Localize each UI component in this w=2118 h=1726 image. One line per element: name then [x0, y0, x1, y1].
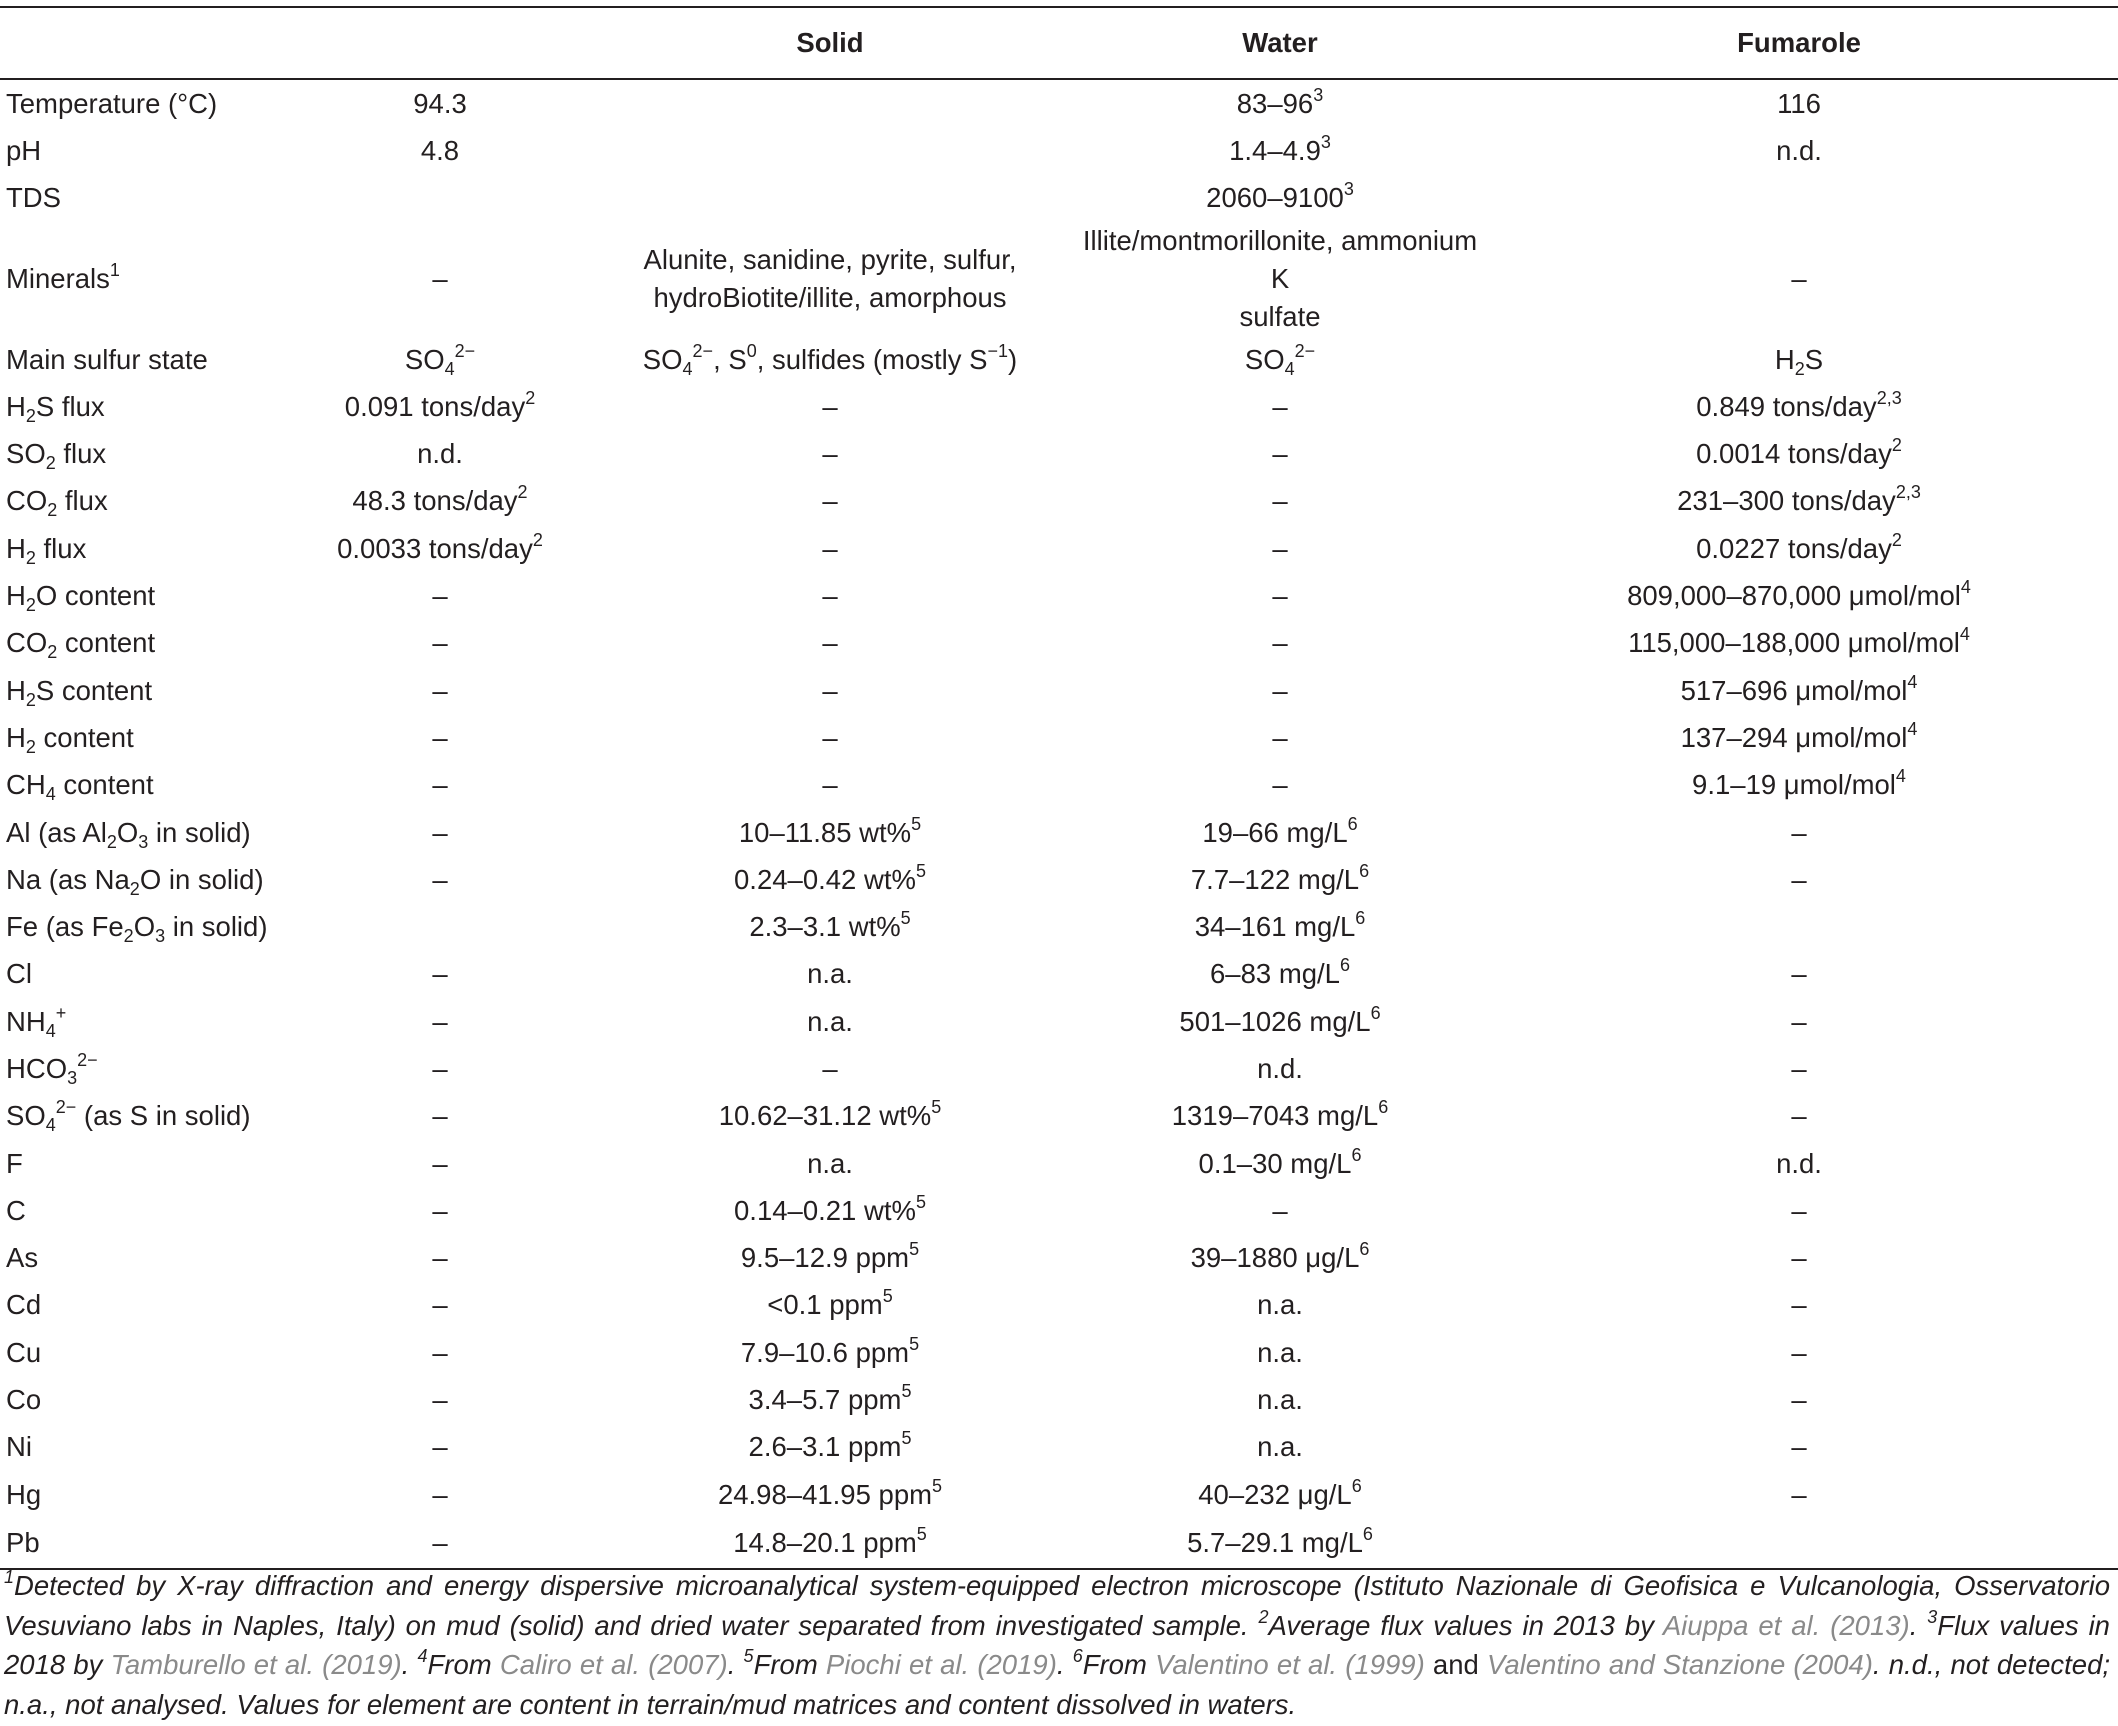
footnote-text: Average flux values in 2013 by	[1268, 1609, 1663, 1641]
row-label: Temperature (°C)	[6, 87, 218, 119]
cell-fumarole: –	[1791, 1005, 1807, 1037]
cell-water: n.a.	[1257, 1336, 1303, 1368]
cell-solid: 9.5–12.9 ppm$^5$	[740, 1239, 920, 1274]
cell-water: 7.7–122 $mg/L^6$	[1190, 860, 1370, 895]
cell-water: 39–1880 $\mu g/L^6$	[1190, 1239, 1370, 1274]
row-label: $HCO_3^{2-}$	[6, 1049, 98, 1088]
cell-solid: n.a.	[807, 958, 853, 990]
cell-solid: –	[822, 485, 838, 517]
footnote-marker: 5	[743, 1646, 754, 1666]
cell-col1	[300, 175, 580, 222]
cell-fumarole: –	[1791, 1100, 1807, 1132]
footnote-marker: 3	[1927, 1606, 1938, 1627]
table-row	[0, 667, 2118, 714]
cell-water: –	[1272, 627, 1288, 659]
row-label: Pb	[6, 1527, 40, 1559]
cell-fumarole: 9.1–19 μmol/mol$^4$	[1692, 766, 1906, 801]
cell-fumarole: –	[1791, 1242, 1807, 1274]
cell-col1: –	[432, 580, 448, 612]
cell-solid: 24.98–41.95 ppm$^5$	[717, 1475, 943, 1510]
footnote-text: From	[427, 1649, 500, 1680]
cell-water: –	[1272, 580, 1288, 612]
table-row	[0, 1471, 2118, 1518]
table-row	[0, 620, 2118, 667]
cell-col1: 0.0033 tons/day$^2$	[337, 529, 543, 564]
cell-col1: 0.091 tons/day$^2$	[344, 387, 536, 422]
cell-water: 5.7–29.1 $mg/L^6$	[1187, 1524, 1373, 1559]
table-row	[0, 175, 2118, 222]
header-row	[0, 7, 2118, 79]
cell-fumarole: –	[1791, 1384, 1807, 1416]
cell-water: 501–1026 $mg/L^6$	[1179, 1002, 1381, 1037]
cell-water: 6–83 $mg/L^6$	[1210, 955, 1350, 990]
cell-col1: –	[432, 1527, 448, 1559]
footnote-text: .	[1056, 1649, 1073, 1680]
table-row	[0, 572, 2118, 619]
row-label: As	[6, 1242, 39, 1274]
cell-solid: <0.1 ppm$^5$	[767, 1286, 893, 1321]
cell-col1: –	[432, 721, 448, 753]
reference-link[interactable]: Valentino et al. (1999)	[1155, 1649, 1425, 1680]
cell-fumarole: n.d.	[1776, 134, 1822, 166]
cell-col1: –	[432, 1147, 448, 1179]
row-label: F	[6, 1147, 23, 1179]
row-label: $CO_2$ flux	[6, 485, 108, 521]
reference-link[interactable]: Aiuppa et al. (2013)	[1662, 1609, 1910, 1641]
cell-solid: 10.62–31.12 wt%$^5$	[718, 1097, 942, 1132]
table-row	[0, 1424, 2118, 1471]
reference-link[interactable]: Valentino and Stanzione (2004)	[1487, 1649, 1873, 1680]
table-row	[0, 1235, 2118, 1282]
row-label: $H_2O$ content	[6, 580, 156, 616]
cell-fumarole: –	[1791, 816, 1807, 848]
cell-water: 1319–7043 $mg/L^6$	[1171, 1097, 1389, 1132]
cell-fumarole: –	[1791, 262, 1807, 294]
row-label: Fe (as $Fe_2O_3$ in solid)	[6, 911, 268, 947]
cell-col1: –	[432, 627, 448, 659]
cell-col1: –	[432, 1431, 448, 1463]
row-label: Hg	[6, 1478, 42, 1510]
cell-col1: –	[432, 1005, 448, 1037]
cell-water: –	[1272, 485, 1288, 517]
reference-link[interactable]: Piochi et al. (2019)	[825, 1649, 1057, 1680]
row-label: $H_2S$ flux	[6, 390, 105, 426]
table-row	[0, 1187, 2118, 1234]
cell-col1: –	[432, 1100, 448, 1132]
footnote-marker: 6	[1072, 1646, 1083, 1666]
cell-solid: –	[822, 627, 838, 659]
cell-water: 19–66 $mg/L^6$	[1202, 813, 1358, 848]
table-row	[0, 856, 2118, 903]
cell-water: n.a.	[1257, 1384, 1303, 1416]
cell-solid	[580, 79, 1080, 127]
table-row	[0, 79, 2118, 127]
footnote-marker: 1	[4, 1567, 15, 1587]
footnote-text: From	[753, 1649, 826, 1680]
row-label: $CH_4$ content	[6, 769, 154, 805]
footnote-marker: 4	[417, 1646, 428, 1666]
cell-water: 34–161 $mg/L^6$	[1194, 908, 1366, 943]
cell-solid	[580, 175, 1080, 222]
cell-col1: –	[432, 863, 448, 895]
cell-solid: 2.6–3.1 ppm$^5$	[748, 1428, 912, 1463]
row-label: Main sulfur state	[6, 343, 208, 375]
cell-fumarole	[1480, 903, 2118, 950]
cell-solid: n.a.	[807, 1147, 853, 1179]
table-row	[0, 1518, 2118, 1569]
cell-col1: –	[432, 769, 448, 801]
cell-col1: 94.3	[413, 87, 467, 119]
row-label: Na (as $Na_2O$ in solid)	[6, 863, 264, 899]
cell-water: n.d.	[1257, 1052, 1303, 1084]
header-cell	[300, 7, 580, 79]
footnote-text: From	[1082, 1649, 1156, 1680]
cell-solid: 0.14–0.21 wt%$^5$	[734, 1191, 926, 1226]
table-row	[0, 714, 2118, 761]
cell-water: –	[1272, 438, 1288, 470]
cell-solid: –	[822, 674, 838, 706]
table-row	[0, 383, 2118, 430]
table-row	[0, 951, 2118, 998]
row-label: Al (as $Al_2O_3$ in solid)	[6, 816, 251, 852]
row-label: $H_2$ content	[6, 721, 134, 757]
cell-fumarole: 809,000–870,000 μmol/mol$^4$	[1627, 577, 1971, 612]
row-label: Minerals$^1$	[6, 259, 120, 294]
row-label: $H_2$ flux	[6, 532, 87, 568]
cell-water: n.a.	[1257, 1289, 1303, 1321]
table-row	[0, 127, 2118, 174]
cell-fumarole: –	[1791, 1431, 1807, 1463]
table-row	[0, 1093, 2118, 1140]
table-row	[0, 903, 2118, 950]
cell-solid: 14.8–20.1 ppm$^5$	[733, 1524, 927, 1559]
row-label: $NH_4^+$	[6, 1002, 67, 1041]
cell-solid	[580, 127, 1080, 174]
header-cell-water: Water	[1242, 27, 1318, 58]
table-row	[0, 478, 2118, 525]
cell-solid: $SO_4^{2-}$, $S^0$, sulfides (mostly $S^{-1}$)	[642, 340, 1018, 379]
cell-solid: –	[822, 769, 838, 801]
cell-solid: –	[822, 580, 838, 612]
cell-fumarole: 517–696 μmol/mol$^4$	[1680, 671, 1918, 706]
row-label: $SO_4^{2-}$ (as S in solid)	[6, 1097, 251, 1136]
cell-col1: –	[432, 1336, 448, 1368]
row-label: Ni	[6, 1431, 32, 1463]
cell-solid: Alunite, sanidine, pyrite, sulfur, hydroBiotite/illite, amorphous	[643, 243, 1017, 313]
cell-water: –	[1272, 1194, 1288, 1226]
row-label: Co	[6, 1384, 42, 1416]
table-row	[0, 998, 2118, 1045]
cell-solid: n.a.	[807, 1005, 853, 1037]
row-label: Cd	[6, 1289, 42, 1321]
data-table	[0, 6, 2118, 1570]
footnote-text: Flux values in 2018 by	[4, 1609, 2110, 1680]
cell-col1: –	[432, 1478, 448, 1510]
cell-col1: 48.3 tons/day$^2$	[352, 482, 528, 517]
cell-fumarole: –	[1791, 1336, 1807, 1368]
footnote-text: . n.d., not detected; n.a., not analysed. Values for element are content in terrain/mud matrices and content dissolved in waters.	[4, 1649, 2111, 1720]
cell-col1: –	[432, 958, 448, 990]
cell-fumarole: n.d.	[1776, 1147, 1822, 1179]
cell-water: 40–232 $\mu g/L^6$	[1198, 1475, 1362, 1510]
cell-fumarole: 115,000–188,000 μmol/mol$^4$	[1628, 624, 1970, 659]
cell-col1: –	[432, 1242, 448, 1274]
table-row	[0, 222, 2118, 336]
reference-link[interactable]: Tamburello et al. (2019)	[110, 1649, 402, 1680]
header-cell	[0, 7, 300, 79]
cell-water: –	[1272, 721, 1288, 753]
table-row	[0, 430, 2118, 477]
table-row	[0, 762, 2118, 809]
cell-solid: 7.9–10.6 ppm$^5$	[740, 1333, 920, 1368]
cell-solid: 2.3–3.1 wt%$^5$	[749, 908, 911, 943]
cell-water: 2060–9100$^3$	[1206, 179, 1354, 214]
cell-fumarole: 0.0227 tons/day$^2$	[1696, 529, 1902, 564]
cell-fumarole: –	[1791, 1052, 1807, 1084]
row-label: pH	[6, 134, 42, 166]
cell-col1: –	[432, 816, 448, 848]
cell-fumarole: $H_2S$	[1774, 343, 1824, 379]
cell-water: –	[1272, 390, 1288, 422]
cell-water: 0.1–30 $mg/L^6$	[1198, 1144, 1362, 1179]
table-row	[0, 1282, 2118, 1329]
cell-water: n.a.	[1257, 1431, 1303, 1463]
cell-water: –	[1272, 769, 1288, 801]
table-row	[0, 809, 2118, 856]
cell-col1: –	[432, 262, 448, 294]
cell-fumarole: –	[1791, 863, 1807, 895]
cell-water: –	[1272, 674, 1288, 706]
table-row	[0, 1140, 2118, 1187]
reference-link[interactable]: Caliro et al. (2007)	[499, 1649, 728, 1680]
cell-fumarole: –	[1791, 1194, 1807, 1226]
row-label: C	[6, 1194, 26, 1226]
cell-fumarole: 137–294 μmol/mol$^4$	[1680, 718, 1918, 753]
cell-col1: –	[432, 1194, 448, 1226]
cell-water: $1.4-4.9^3$	[1229, 131, 1331, 166]
table-row	[0, 1045, 2118, 1092]
row-label: $H_2S$ content	[6, 674, 153, 710]
cell-fumarole	[1480, 175, 2118, 222]
cell-fumarole	[1480, 1518, 2118, 1569]
cell-solid: –	[822, 438, 838, 470]
cell-fumarole: –	[1791, 1289, 1807, 1321]
cell-solid: 10–11.85 wt%$^5$	[738, 813, 922, 848]
table-header	[0, 7, 2118, 79]
cell-fumarole: 116	[1777, 87, 1821, 119]
cell-col1: –	[432, 1384, 448, 1416]
footnote-text: Detected by X-ray diffraction and energy dispersive microanalytical system-equipped electron microscope (Istituto Nazionale di Geofisica e Vulcanologia, Osservatorio Vesuviano labs in Naples, Italy) on mud (solid) and dried water separated from investigated sample.	[4, 1570, 2110, 1641]
cell-solid: 3.4–5.7 ppm$^5$	[748, 1381, 912, 1416]
cell-fumarole: 231–300 tons/day$^{2,3}$	[1677, 482, 1921, 517]
cell-water: $SO_4^{2-}$	[1244, 340, 1316, 379]
footnote-text: and	[1424, 1649, 1488, 1680]
cell-solid: –	[822, 532, 838, 564]
cell-fumarole: 0.0014 tons/day$^2$	[1696, 435, 1902, 470]
cell-water: –	[1272, 532, 1288, 564]
footnote-text: .	[401, 1649, 418, 1680]
cell-water: Illite/montmorillonite, ammonium K sulfate	[1082, 224, 1478, 332]
cell-solid: –	[822, 390, 838, 422]
cell-col1	[300, 903, 580, 950]
header-cell-solid: Solid	[796, 27, 864, 58]
cell-fumarole: –	[1791, 1478, 1807, 1510]
footnote-marker: 2	[1258, 1606, 1269, 1627]
cell-water: $83-96^3$	[1236, 84, 1324, 119]
cell-col1: n.d.	[417, 438, 463, 470]
row-label: $CO_2$ content	[6, 627, 156, 663]
row-label: Cl	[6, 958, 32, 990]
row-label: $SO_2$ flux	[6, 438, 107, 474]
table-body	[0, 79, 2118, 1569]
cell-fumarole: 0.849 tons/day$^{2,3}$	[1696, 387, 1902, 422]
footnote-text: .	[727, 1649, 744, 1680]
table-row	[0, 1329, 2118, 1376]
cell-col1: –	[432, 674, 448, 706]
cell-solid: –	[822, 1052, 838, 1084]
footnote-text: .	[1909, 1609, 1928, 1641]
cell-col1: 4.8	[420, 134, 460, 166]
table-footnote	[4, 1566, 2110, 1724]
cell-fumarole: –	[1791, 958, 1807, 990]
cell-solid: 0.24–0.42 wt%$^5$	[734, 860, 926, 895]
table-row	[0, 336, 2118, 383]
row-label: TDS	[6, 182, 61, 214]
cell-solid: –	[822, 721, 838, 753]
cell-col1: $SO_4^{2-}$	[404, 340, 476, 379]
table-row	[0, 525, 2118, 572]
row-label: Cu	[6, 1336, 42, 1368]
cell-col1: –	[432, 1052, 448, 1084]
cell-col1: –	[432, 1289, 448, 1321]
table-row	[0, 1376, 2118, 1423]
header-cell-fumarole: Fumarole	[1737, 27, 1861, 58]
